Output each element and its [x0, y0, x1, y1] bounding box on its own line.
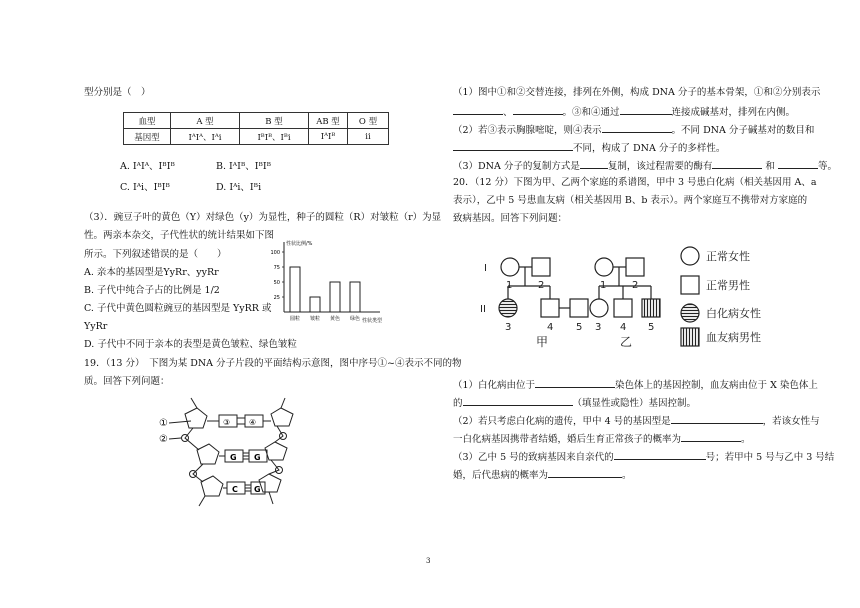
q19-2-line1: （2）若③表示胸腺嘧啶，则④表示 。不同 DNA 分子碱基对的数目和 [453, 125, 815, 136]
x-tick-label: 黄色 [329, 316, 341, 322]
q19-line1: 19．（13 分） 下图为某 DNA 分子片段的平面结构示意图，图中序号①~④表示不同的物 [84, 358, 462, 369]
table-cell: ii [348, 129, 389, 145]
person-number: 5 [576, 322, 583, 333]
q3-option-a: A. 亲本的基因型是YyRr、yyRr [84, 267, 219, 278]
family-label: 甲 [536, 335, 549, 349]
legend-label: 正常男性 [706, 279, 750, 292]
right-sugar-3 [259, 474, 281, 492]
dna-label-2: ② [159, 434, 168, 445]
bar-3 [350, 282, 360, 312]
person-number: 4 [620, 322, 627, 333]
person-number: 2 [538, 280, 545, 291]
person-number: 1 [600, 280, 607, 291]
legend-label: 正常女性 [706, 250, 750, 263]
q20-1-line1: （1）白化病由位于 染色体上的基因控制，血友病由位于 X 染色体上 [453, 380, 818, 391]
answer-blank[interactable] [602, 124, 672, 133]
dna-label-1: ① [159, 418, 168, 429]
dna-structure-diagram [155, 396, 315, 508]
answer-blank[interactable] [463, 397, 573, 406]
person-number: 3 [505, 322, 512, 333]
table-cell: 血型 [124, 113, 171, 129]
q20-2-line2: 一白化病基因携带者结婚，婚后生育正常孩子的概率为 。 [453, 434, 751, 445]
q20-3-line1: （3）乙中 5 号的致病基因来自亲代的 号；若甲中 5 号与乙中 3 号结 [453, 452, 835, 463]
yi-4-male [614, 299, 632, 317]
q3-line3: 所示。下列叙述错误的是（ ） [84, 249, 227, 260]
q3-option-c-cont: YyRr [84, 321, 108, 332]
right-sugar-2 [265, 442, 287, 460]
answer-blank[interactable] [453, 106, 503, 115]
table-cell: IᴬIᴬ、Iᴬi [171, 129, 240, 145]
x-axis-label: 性状类型 [361, 318, 382, 324]
answer-blank[interactable] [548, 469, 622, 478]
yi-5-hemophilia-male [642, 299, 660, 317]
legend-normal-female-icon [681, 247, 699, 265]
legend-hemophilia-male-icon [681, 328, 699, 346]
answer-blank[interactable] [620, 106, 672, 115]
y-tick-label: 100 [270, 250, 280, 256]
base-label: G [254, 485, 261, 494]
q20-3-line2: 婚，后代患病的概率为 。 [453, 470, 632, 481]
trait-ratio-chart [262, 238, 402, 330]
table-cell: IᴬIᴮ [309, 129, 348, 145]
option-d: D. Iᴬi、Iᴮi [216, 182, 262, 193]
table-cell: AB 型 [309, 113, 348, 129]
page-number: 3 [426, 557, 431, 565]
jia-1-female [501, 258, 519, 276]
bar-2 [330, 282, 340, 312]
legend-label: 血友病男性 [706, 331, 761, 344]
base-label: G [230, 453, 237, 462]
legend-label: 白化病女性 [706, 307, 761, 320]
left-sugar-1 [185, 408, 207, 428]
legend-normal-male-icon [681, 276, 699, 294]
table-cell: O 型 [348, 113, 389, 129]
table-cell: B 型 [240, 113, 309, 129]
left-sugar-2 [197, 444, 219, 464]
dna-label-4: ④ [249, 418, 257, 427]
x-tick-label: 绿色 [349, 316, 361, 322]
table-cell: 基因型 [124, 129, 171, 145]
y-axis-label: 性状比例/% [286, 241, 313, 247]
q20-1-line2: 的 （填显性或隐性）基因控制。 [453, 398, 697, 409]
yi-2-male [626, 258, 644, 276]
table-cell: A 型 [171, 113, 240, 129]
option-a: A. IᴬIᴬ、IᴮIᴮ [120, 161, 175, 172]
jia-3-albino-female [499, 299, 517, 317]
person-number: 1 [506, 280, 513, 291]
dna-label-3: ③ [223, 418, 231, 427]
answer-blank[interactable] [681, 433, 741, 442]
jia-5-male [570, 299, 588, 317]
bar-1 [310, 297, 320, 312]
answer-blank[interactable] [513, 106, 563, 115]
answer-blank[interactable] [671, 415, 763, 424]
pedigree-diagram [478, 240, 778, 360]
option-c: C. Iᴬi、IᴮIᴮ [120, 182, 170, 193]
q19-1-line1: （1）图中①和②交替连接，排列在外侧，构成 DNA 分子的基本骨架，①和②分别表示 [453, 87, 821, 98]
option-b: B. IᴬIᴮ、IᴮIᴮ [216, 161, 272, 172]
q3-option-d: D. 子代中不同于亲本的表型是黄色皱粒、绿色皱粒 [84, 339, 297, 350]
person-number: 4 [547, 322, 554, 333]
q3-option-b: B. 子代中纯合子占的比例是 1/2 [84, 285, 220, 296]
table-row [124, 113, 389, 129]
answer-blank[interactable] [453, 142, 573, 151]
q20-line1: 20．（12 分）下图为甲、乙两个家庭的系谱图，甲中 3 号患白化病（相关基因用 A、a [453, 177, 817, 188]
q3-line1: （3）．豌豆子叶的黄色（Y）对绿色（y）为显性，种子的圆粒（R）对皱粒（r）为显 [84, 212, 442, 223]
y-tick-label: 75 [273, 265, 280, 271]
generation-label: I [484, 263, 487, 274]
answer-blank[interactable] [580, 160, 608, 169]
legend-albino-female-icon [681, 304, 699, 322]
bar-0 [290, 267, 300, 312]
q19-3-line: （3）DNA 分子的复制方式是 复制，该过程需要的酶有 和 等。 [453, 161, 837, 172]
q19-2-line2: 不同，构成了 DNA 分子的多样性。 [453, 142, 725, 154]
y-tick-label: 25 [273, 295, 280, 301]
q19-1-line2: 、 。③和④通过 连接成碱基对，排列在内侧。 [453, 106, 795, 118]
blood-type-table [123, 112, 389, 145]
table-cell: IᴮIᴮ、Iᴮi [240, 129, 309, 145]
generation-label: II [480, 304, 486, 315]
family-label: 乙 [620, 335, 633, 349]
person-number: 5 [648, 322, 655, 333]
base-label: C [232, 485, 238, 494]
person-number: 3 [595, 322, 602, 333]
q20-2-line1: （2）若只考虑白化病的遗传，甲中 4 号的基因型是 ，若该女性与 [453, 416, 820, 427]
answer-blank[interactable] [712, 160, 762, 169]
yi-1-female [595, 258, 613, 276]
q3-option-c: C. 子代中黄色圆粒豌豆的基因型是 YyRR 或 [84, 303, 272, 314]
table-row [124, 129, 389, 145]
answer-blank[interactable] [614, 451, 706, 460]
yi-3-female [590, 299, 608, 317]
person-number: 2 [632, 280, 639, 291]
q20-line3: 致病基因。回答下列问题： [453, 213, 568, 224]
answer-blank[interactable] [778, 160, 818, 169]
left-sugar-3 [201, 476, 223, 496]
y-tick-label: 50 [273, 280, 280, 286]
q3-line2: 性。两亲本杂交，子代性状的统计结果如下图 [84, 230, 275, 241]
jia-2-male [532, 258, 550, 276]
x-tick-label: 皱粒 [309, 316, 321, 322]
q20-line2: 表示），乙中 5 号患血友病（相关基因用 B、b 表示）。两个家庭互不携带对方家庭的 [453, 195, 808, 206]
blood-intro: 型分别是（ ） [84, 87, 151, 98]
answer-blank[interactable] [535, 379, 615, 388]
x-tick-label: 圆粒 [289, 316, 301, 322]
q19-line2: 质。回答下列问题： [84, 376, 170, 387]
jia-4-male [541, 299, 559, 317]
right-sugar-1 [271, 408, 293, 426]
base-label: G [254, 453, 261, 462]
